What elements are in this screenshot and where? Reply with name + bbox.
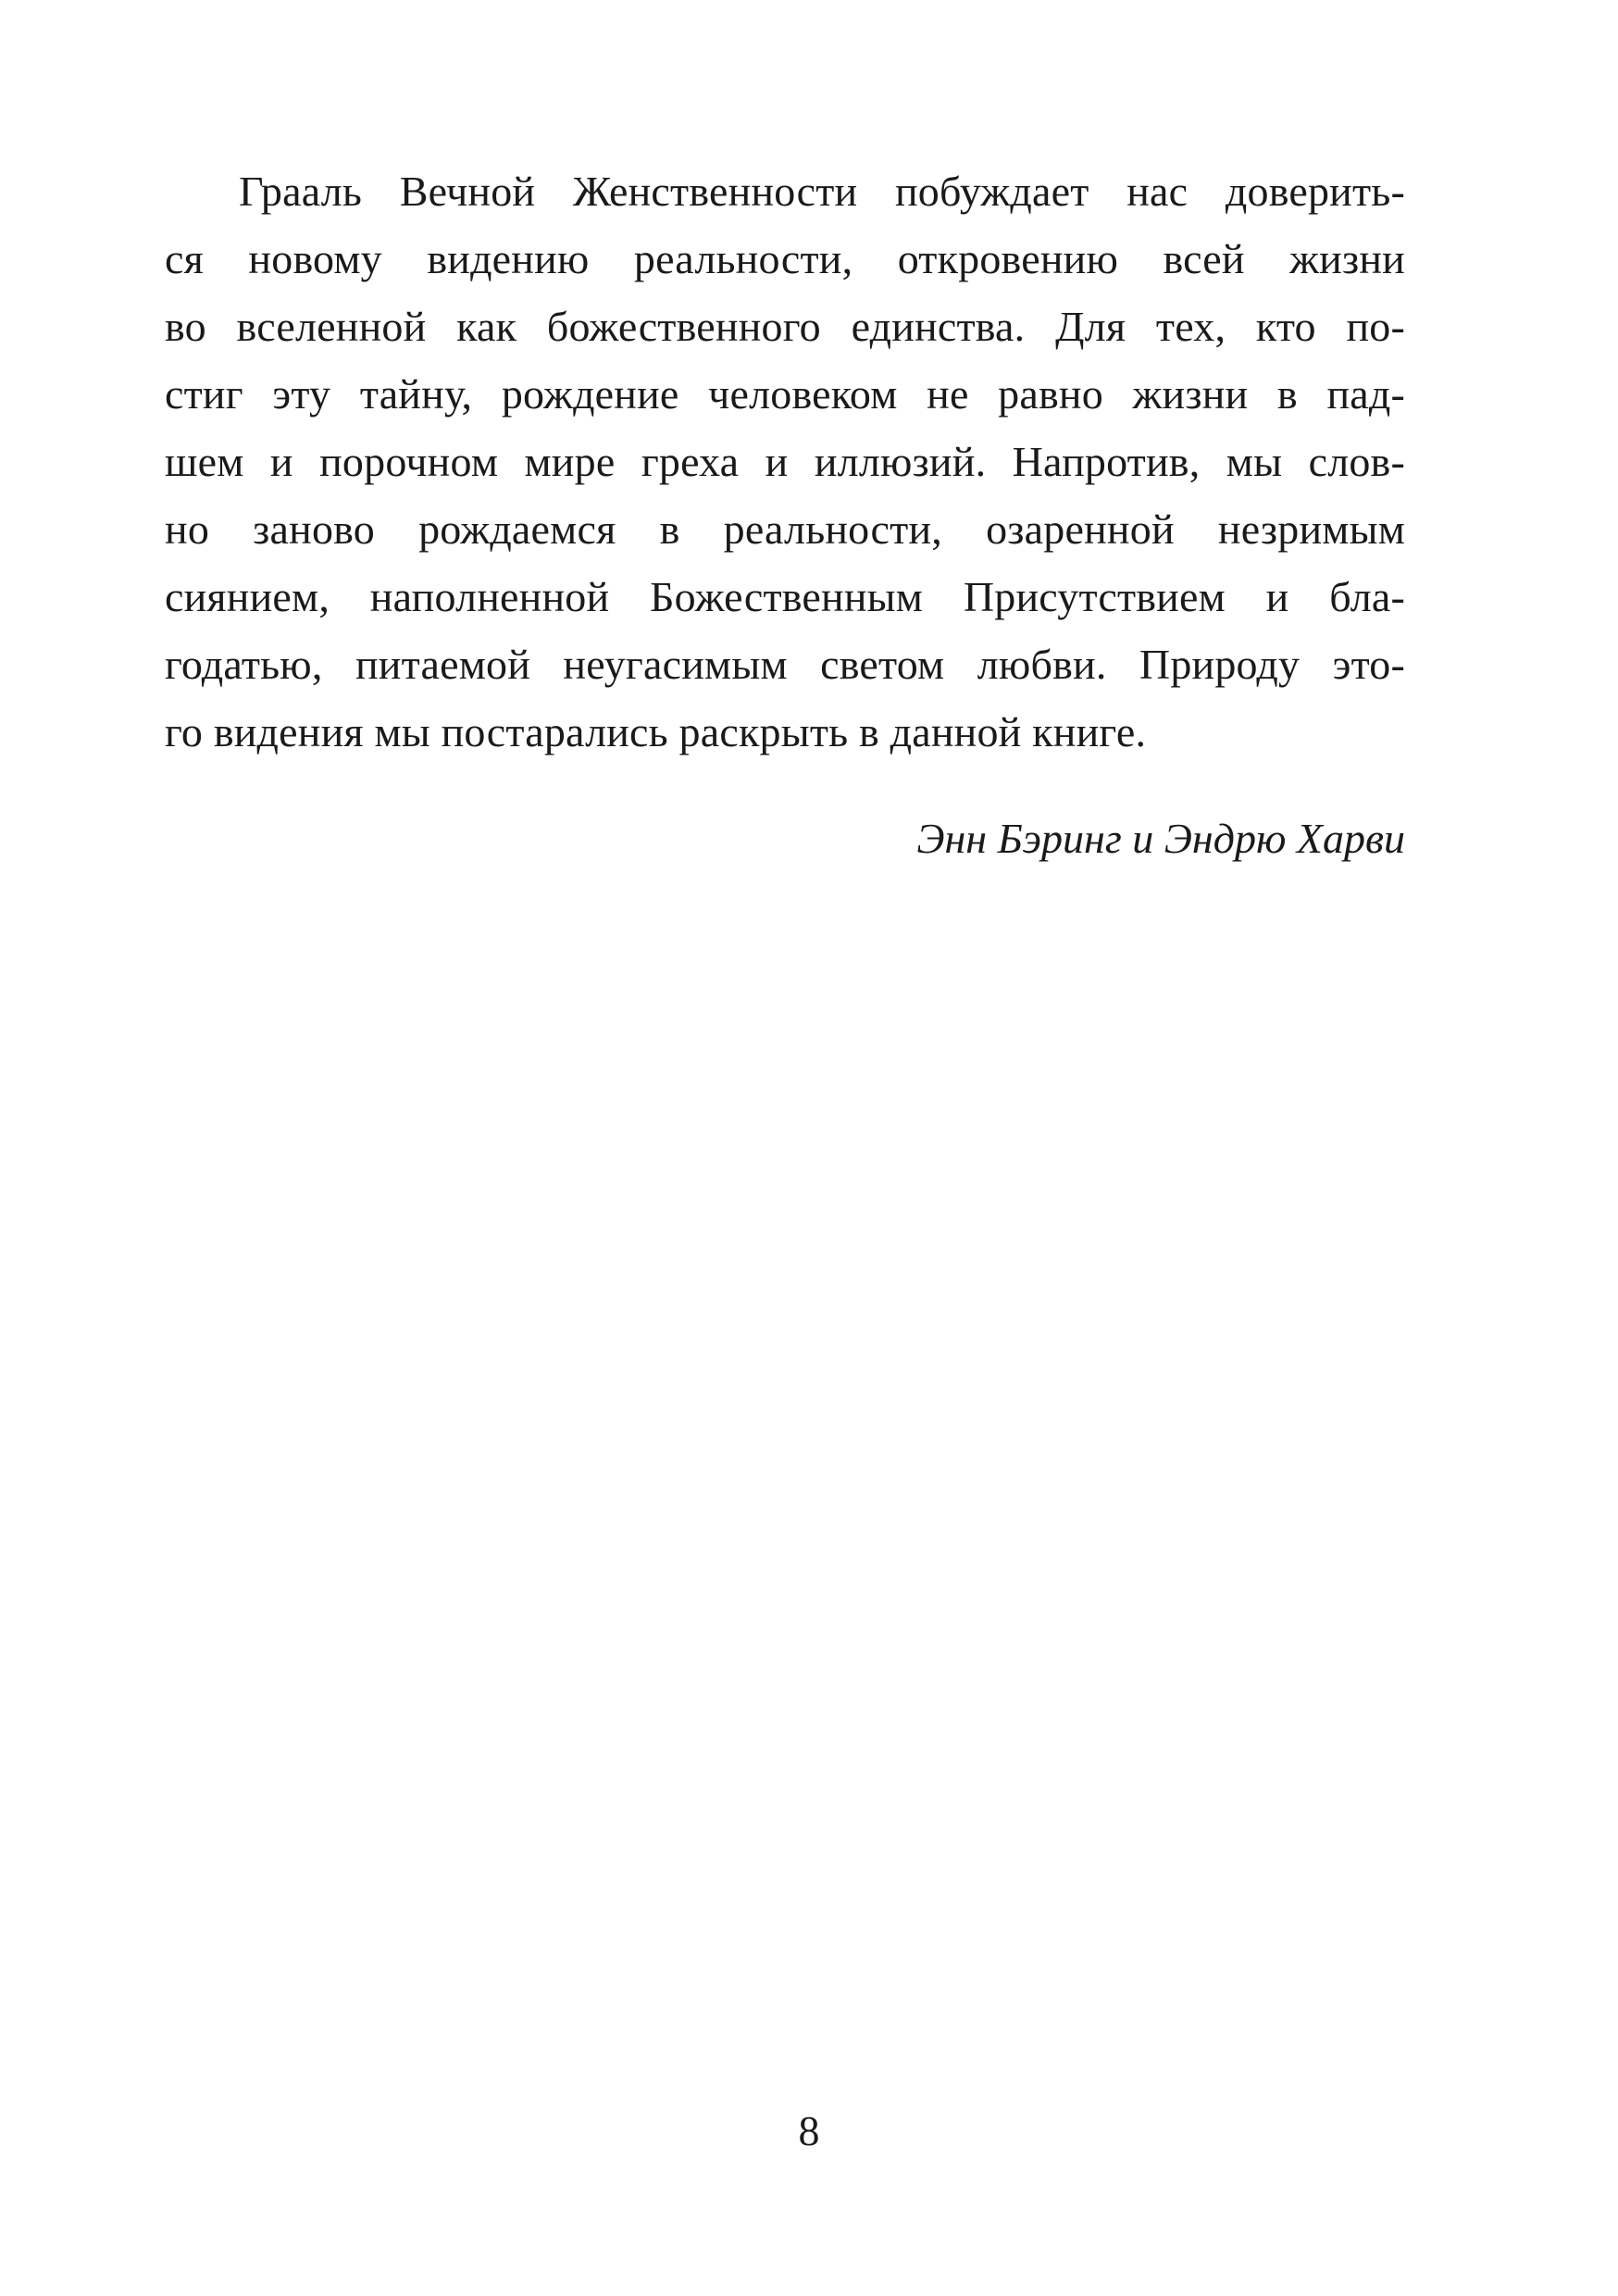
paragraph-line: го видения мы постарались раскрыть в данной книге. [165, 708, 1147, 755]
paragraph-line: во вселенной как божественного единства. Для тех, кто по- [165, 303, 1405, 350]
paragraph-line: годатью, питаемой неугасимым светом любви. Природу это- [165, 641, 1405, 688]
paragraph-line: но заново рождаемся в реальности, озаренной незримым [165, 505, 1405, 553]
paragraph-line: ся новому видению реальности, откровению всей жизни [165, 235, 1405, 282]
author-signature: Энн Бэринг и Эндрю Харви [916, 815, 1405, 862]
paragraph-line: Грааль Вечной Женственности побуждает нас доверить- [239, 168, 1405, 215]
page-number: 8 [798, 2107, 820, 2154]
paragraph-line: сиянием, наполненной Божественным Присутствием и бла- [165, 573, 1405, 620]
paragraph-line: стиг эту тайну, рождение человеком не равно жизни в пад- [165, 370, 1405, 418]
body-paragraph [165, 157, 1405, 766]
paragraph-line: шем и порочном мире греха и иллюзий. Напротив, мы слов- [165, 438, 1405, 485]
